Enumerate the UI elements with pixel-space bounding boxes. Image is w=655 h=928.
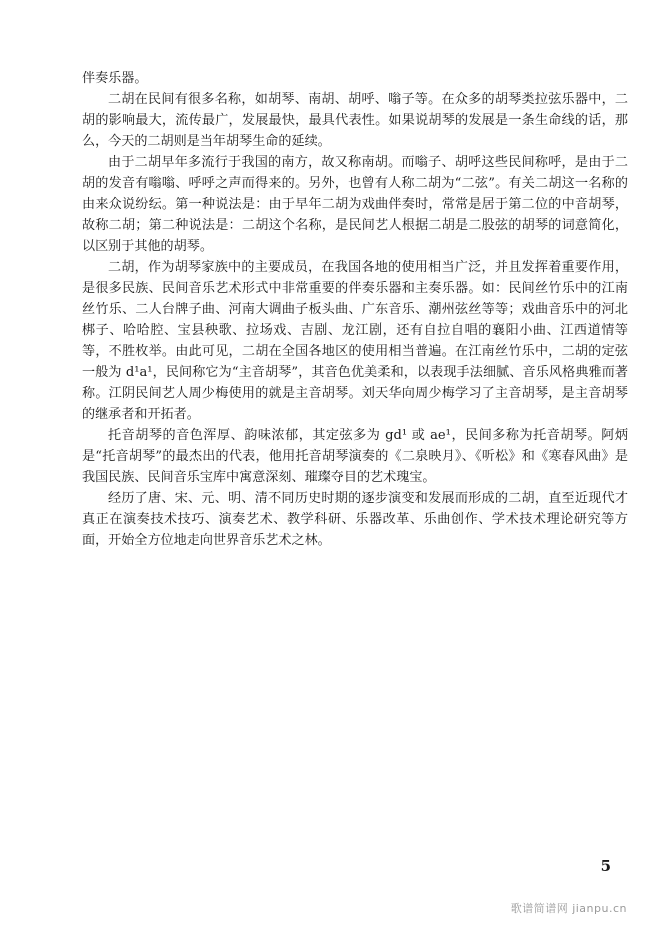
paragraph-erhu-origin: 由于二胡早年多流行于我国的南方，故又称南胡。而嗡子、胡呼这些民间称呼，是由于二胡的发音有嗡嗡、呼呼之声而得来的。另外，也曾有人称二胡为“二弦”。有关二胡这一名称的由来众说纷纭。第一种说法是：由于早年二胡为戏曲伴奏时，常常是居于第二位的中音胡琴，故称二胡；第二种说法是：二胡这个名称，是民间艺人根据二胡是二股弦的胡琴的词意简化，以区别于其他的胡琴。 (82, 155, 628, 254)
site-watermark: 歌谱简谱网 jianpu.cn (510, 902, 627, 915)
paragraph-erhu-development: 经历了唐、宋、元、明、清不同历史时期的逐步演变和发展而形成的二胡，直至近现代才真正在演奏技术技巧、演奏艺术、教学科研、乐器改革、乐曲创作、学术技术理论研究等方面，开始全方位地走向世界音乐艺术之林。 (82, 491, 628, 548)
body-text (82, 68, 628, 551)
page-number: 5 (600, 857, 611, 875)
continuation-paragraph: 伴奏乐器。 (82, 71, 148, 86)
paragraph-erhu-names: 二胡在民间有很多名称，如胡琴、南胡、胡呼、嗡子等。在众多的胡琴类拉弦乐器中，二胡的影响最大，流传最广，发展最快，最具代表性。如果说胡琴的发展是一条生命线的话，那么，今天的二胡则是当年胡琴生命的延续。 (82, 92, 628, 149)
paragraph-erhu-usage: 二胡，作为胡琴家族中的主要成员，在我国各地的使用相当广泛，并且发挥着重要作用，是很多民族、民间音乐艺术形式中非常重要的伴奏乐器和主奏乐器。如：民间丝竹乐中的江南丝竹乐、二人台牌子曲、河南大调曲子板头曲、广东音乐、潮州弦丝等等；戏曲音乐中的河北梆子、哈哈腔、宝县秧歌、拉场戏、吉剧、龙江剧，还有自拉自唱的襄阳小曲、江西道情等等，不胜枚举。由此可见，二胡在全国各地区的使用相当普遍。在江南丝竹乐中，二胡的定弦一般为 d¹a¹，民间称它为“主音胡琴”，其音色优美柔和，以表现手法细腻、音乐风格典雅而著称。江阴民间艺人周少梅使用的就是主音胡琴。刘天华向周少梅学习了主音胡琴，是主音胡琴的继承者和开拓者。 (82, 260, 628, 422)
paragraph-tuoyin-huqin: 托音胡琴的音色浑厚、韵味浓郁，其定弦多为 gd¹ 或 ae¹，民间多称为托音胡琴。阿炳是“托音胡琴”的最杰出的代表，他用托音胡琴演奏的《二泉映月》、《听松》和《寒春风曲》是我国民族、民间音乐宝库中寓意深刻、璀璨夺目的艺术瑰宝。 (82, 428, 628, 485)
